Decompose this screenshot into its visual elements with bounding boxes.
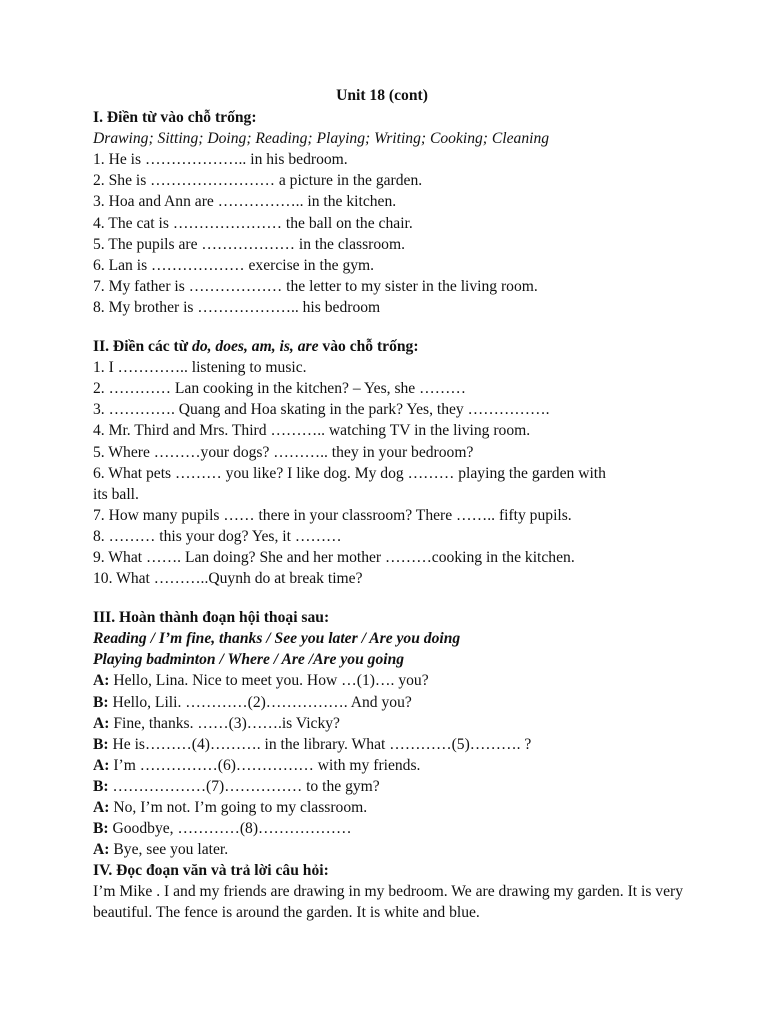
section-2-item: 4. Mr. Third and Mrs. Third ……….. watching TV in the living room. [93, 422, 531, 440]
dialogue-line [93, 776, 683, 797]
section-2-item: 5. Where ………your dogs? ……….. they in your bedroom? [93, 443, 474, 461]
page-title: Unit 18 (cont) [336, 87, 428, 104]
section-1-item: 6. Lan is ……………… exercise in the gym. [93, 256, 375, 274]
dialogue-line [93, 755, 683, 776]
speaker-label: A: [93, 714, 110, 732]
section-1-heading: I. Điền từ vào chỗ trống: [93, 109, 257, 127]
section-2-heading-pre: II. Điền các từ [93, 338, 193, 356]
section-2-heading-post: vào chỗ trống: [318, 338, 419, 356]
dialogue-line [93, 839, 683, 860]
dialogue-text: He is………(4)………. in the library. What …………(5)………. ? [108, 735, 532, 753]
section-2-heading [93, 336, 683, 357]
section-3-heading: III. Hoàn thành đoạn hội thoại sau: [93, 609, 330, 627]
section-2-heading-words: do, does, am, is, are [192, 338, 319, 356]
speaker-label: A: [93, 799, 110, 816]
section-2-item: 6. What pets ……… you like? I like dog. My dog ……… playing the garden with [93, 464, 606, 482]
spacer [93, 589, 683, 607]
dialogue-text: Fine, thanks. ……(3)…….is Vicky? [109, 714, 340, 732]
speaker-label: B: [93, 693, 109, 711]
dialogue-line [93, 818, 683, 839]
section-1-item: 1. He is ……………….. in his bedroom. [93, 151, 348, 169]
dialogue-line [93, 713, 683, 734]
speaker-label: A: [93, 672, 110, 690]
spacer [93, 318, 683, 336]
worksheet-content [93, 85, 683, 924]
section-2-item: 8. ……… this your dog? Yes, it ……… [93, 527, 342, 545]
section-3-options-line-1: Reading / I’m fine, thanks / See you later / Are you doing [93, 630, 461, 648]
section-1-item: 2. She is …………………… a picture in the garden. [93, 172, 423, 190]
section-2-item: 3. …………. Quang and Hoa skating in the park? Yes, they ……………. [93, 401, 550, 419]
section-1-item: 7. My father is ……………… the letter to my sister in the living room. [93, 277, 538, 295]
section-1-item: 8. My brother is ……………….. his bedroom [93, 298, 381, 316]
section-2-item: 2. ………… Lan cooking in the kitchen? – Yes, she ……… [93, 380, 466, 398]
dialogue-text: Bye, see you later. [109, 841, 229, 859]
dialogue-text: ………………(7)…………… to the gym? [108, 777, 380, 795]
section-2-item: 1. I ………….. listening to music. [93, 359, 307, 377]
section-1-item: 5. The pupils are ……………… in the classroom. [93, 235, 405, 253]
dialogue-text: Goodbye, …………(8)……………… [108, 820, 352, 838]
reading-paragraph: I’m Mike . I and my friends are drawing in my bedroom. We are drawing my garden. It is very beautiful. The fence is around the garden. It is white and blue. [93, 883, 683, 922]
dialogue-text: No, I’m not. I’m going to my classroom. [109, 799, 368, 816]
section-4-heading: IV. Đọc đoạn văn và trả lời câu hỏi: [93, 862, 329, 880]
section-1-word-bank: Drawing; Sitting; Doing; Reading; Playing; Writing; Cooking; Cleaning [93, 130, 550, 148]
section-2-item: its ball. [93, 485, 139, 503]
speaker-label: A: [93, 756, 110, 774]
section-3-options-line-2: Playing badminton / Where / Are /Are you going [93, 651, 405, 669]
section-2-item: 7. How many pupils …… there in your classroom? There …….. fifty pupils. [93, 506, 572, 524]
dialogue-line [93, 692, 683, 713]
section-2-item: 10. What ………..Quynh do at break time? [93, 570, 363, 588]
dialogue-line [93, 797, 683, 818]
speaker-label: B: [93, 777, 109, 795]
dialogue-line [93, 670, 683, 691]
dialogue-text: Hello, Lina. Nice to meet you. How …(1)…. you? [109, 672, 429, 690]
speaker-label: B: [93, 820, 109, 838]
section-1-item: 4. The cat is ………………… the ball on the chair. [93, 214, 413, 232]
speaker-label: B: [93, 735, 109, 753]
dialogue-text: I’m ……………(6)…………… with my friends. [109, 756, 421, 774]
section-1-item: 3. Hoa and Ann are …………….. in the kitchen. [93, 193, 397, 211]
speaker-label: A: [93, 841, 110, 859]
section-2-item: 9. What ……. Lan doing? She and her mother ………cooking in the kitchen. [93, 548, 575, 566]
dialogue-line [93, 734, 683, 755]
dialogue-text: Hello, Lili. …………(2)……………. And you? [108, 693, 412, 711]
